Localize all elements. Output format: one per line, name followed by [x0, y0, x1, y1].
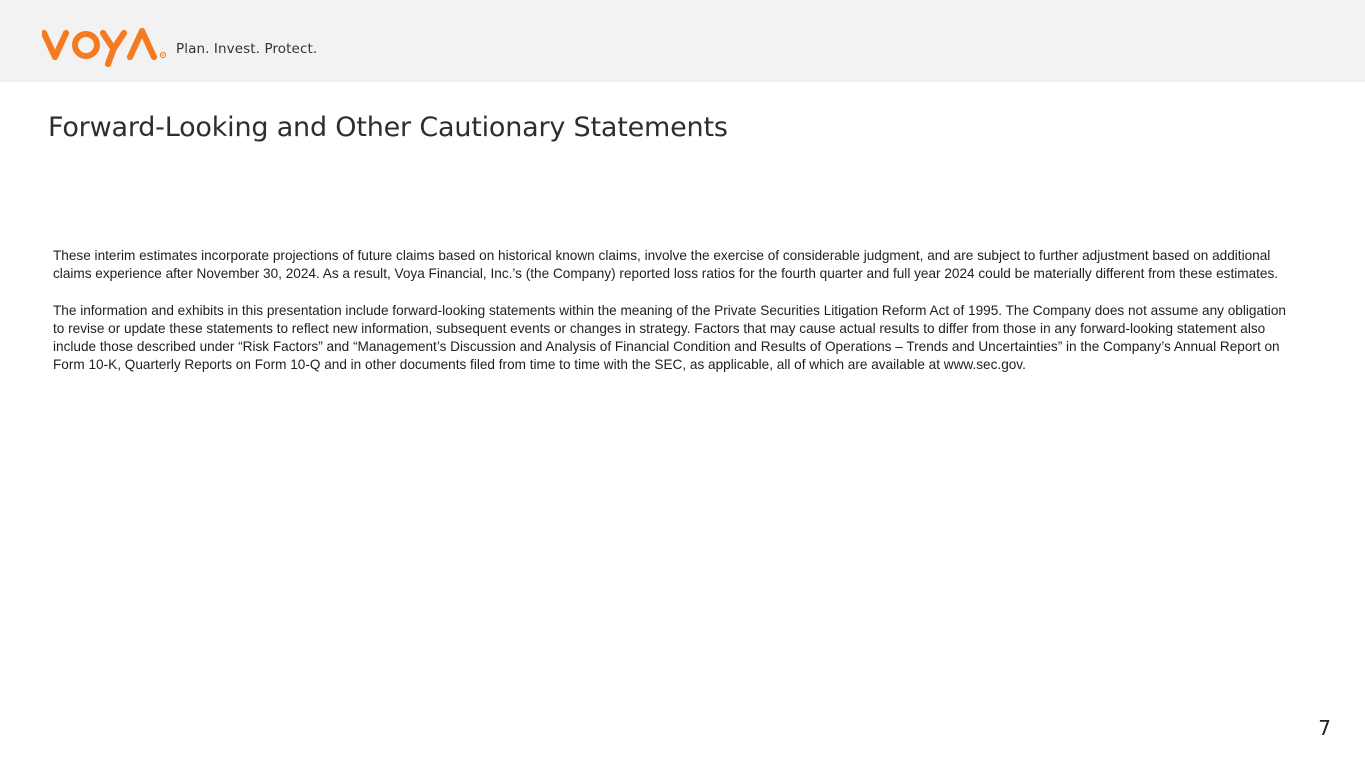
voya-logo-mark	[42, 24, 168, 68]
disclaimer-body	[53, 247, 1293, 393]
page-title: Forward-Looking and Other Cautionary Statements	[48, 112, 728, 143]
disclaimer-paragraph-forward-looking: The information and exhibits in this presentation include forward-looking statements within the meaning of the Private Securities Litigation Reform Act of 1995. The Company does not assume any obligation to revise or update these statements to reflect new information, subsequent events or changes in strategy. Factors that may cause actual results to differ from those in any forward-looking statement also include those described under “Risk Factors” and “Management’s Discussion and Analysis of Financial Condition and Results of Operations – Trends and Uncertainties” in the Company’s Annual Report on Form 10-K, Quarterly Reports on Form 10-Q and in other documents filed from time to time with the SEC, as applicable, all of which are available at www.sec.gov.	[53, 302, 1286, 373]
page-number: 7	[1318, 716, 1331, 740]
voya-logo	[42, 24, 168, 68]
disclaimer-paragraph-estimates: These interim estimates incorporate projections of future claims based on historical known claims, involve the exercise of considerable judgment, and are subject to further adjustment based on additional claims experience after November 30, 2024. As a result, Voya Financial, Inc.’s (the Company) reported loss ratios for the fourth quarter and full year 2024 could be materially different from these estimates.	[53, 248, 1279, 282]
brand-tagline: Plan. Invest. Protect.	[176, 41, 318, 57]
